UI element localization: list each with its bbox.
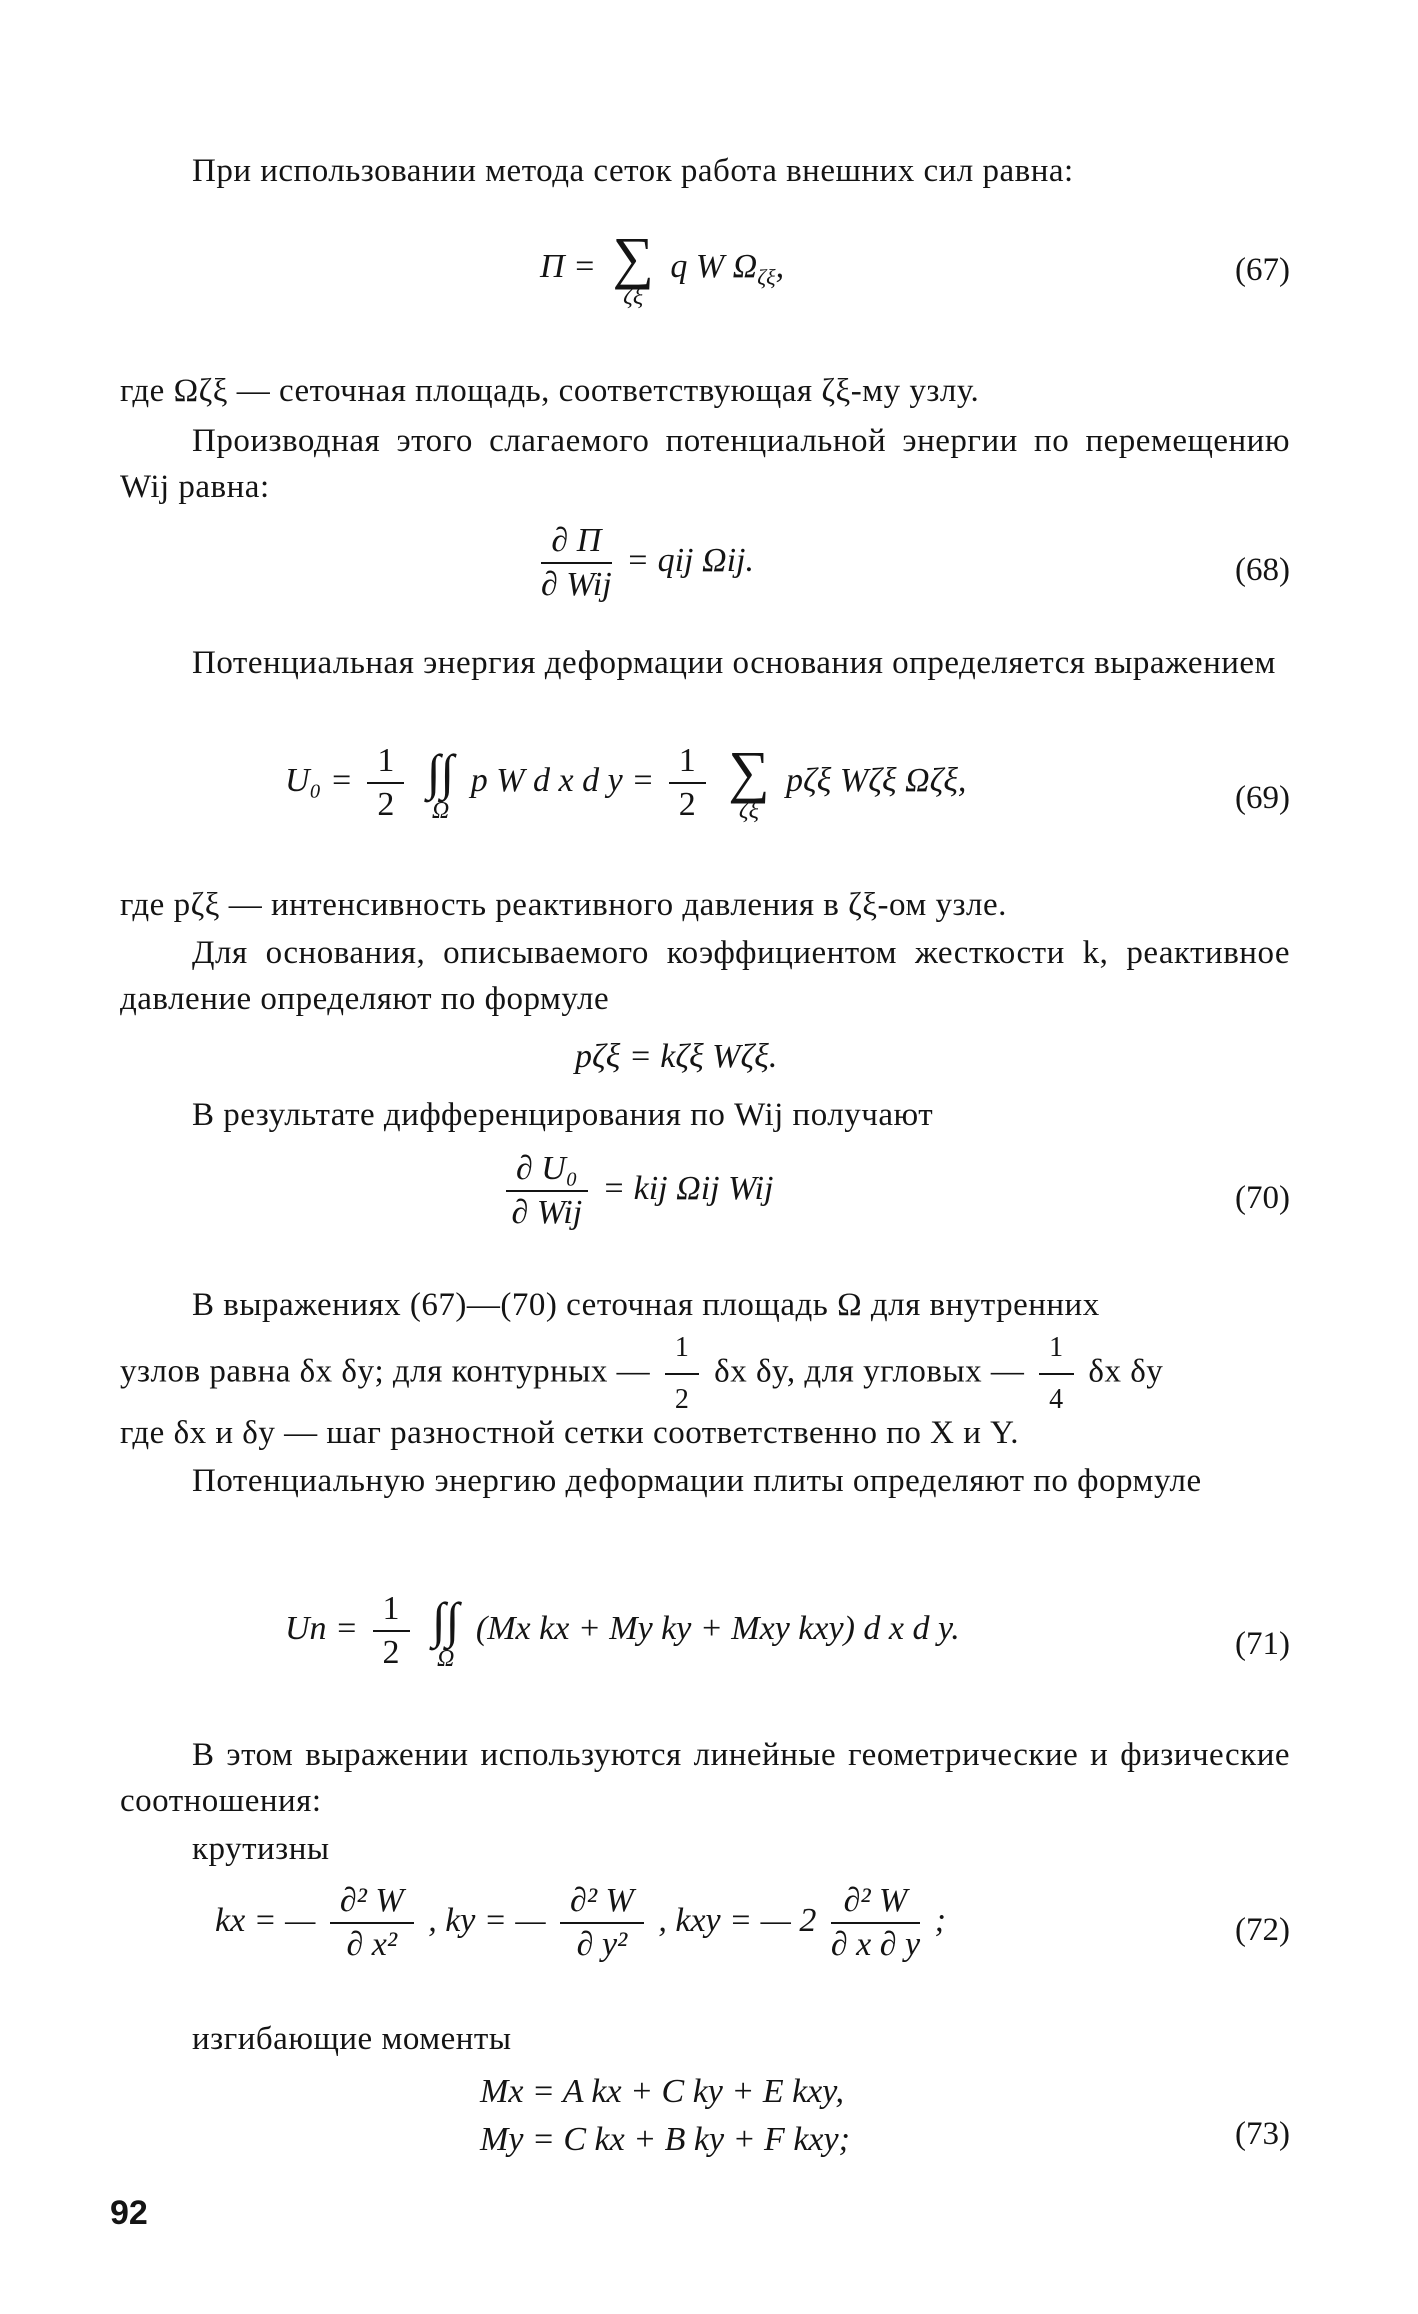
eq70-denominator: ∂ Wij	[511, 1194, 583, 1231]
paragraph-plate-energy: Потенциальную энергию деформации плиты определяют по формуле	[192, 1463, 1202, 1499]
equation-70	[0, 1150, 1418, 1260]
eq70-numerator: ∂ U₀	[506, 1150, 588, 1192]
eq72-kxy-fraction: $\frac{\text{∂² W}}{\partial x \partial y}$	[830, 1882, 921, 1963]
equation-72: kx = — $\frac{\text{∂² W}}{\text{∂ x²}}$ , ky = — $\frac{\text{∂² W}}{\text{∂ y²}}$ , kxy = — 2 $\frac{\text{∂² W}}{\partial x \partial y}$ ; (72)	[215, 1882, 1290, 1963]
eq70-rhs: = kij Ωij Wij	[602, 1169, 774, 1207]
eq73-line1: Mx = A kx + C ky + E kxy,	[480, 2073, 844, 2110]
eq68-numerator: ∂ П	[541, 522, 612, 564]
paragraph-stiffness: Для основания, описываемого коэффициентом жесткости k, реактивное давление определяют по формуле	[120, 935, 1290, 1017]
double-integral-symbol: ∫∫ Ω	[432, 1592, 460, 1672]
paragraph-differentiation: В результате дифференцирования по Wij получают	[192, 1097, 934, 1133]
equation-number-70: (70)	[1235, 1180, 1290, 1216]
eq67-tail: ,	[775, 247, 785, 285]
label-bending-moments: изгибающие моменты	[192, 2021, 512, 2057]
eq68-rhs: = qij Ωij.	[626, 541, 754, 579]
eq71-half-fraction: $\frac{1}{2}$	[373, 1590, 410, 1672]
eq73-line2: My = C kx + B ky + F kxy;	[480, 2121, 850, 2158]
equation-69	[0, 739, 1418, 872]
eq69-half-fraction-1: $\frac{1}{2}$	[367, 742, 404, 824]
eq67-lhs: П =	[540, 247, 596, 285]
paragraph-omega-definition: где Ωζξ — сеточная площадь, соответствующая ζξ-му узлу.	[120, 373, 980, 409]
summation-symbol: ∑ ζξ	[728, 739, 770, 824]
equation-67	[0, 225, 1418, 340]
eq69-lhs: U₀ =	[285, 761, 353, 799]
summation-symbol: ∑ ζξ	[612, 225, 654, 310]
equation-number-73: (73)	[1235, 2116, 1290, 2152]
eq67-rhs-sub: ζξ	[757, 264, 776, 290]
paragraph-derivative: Производная этого слагаемого потенциальной энергии по перемещению Wij равна:	[120, 423, 1290, 505]
paragraph-grid-step: где δx и δy — шаг разностной сетки соответственно по X и Y.	[120, 1415, 1019, 1451]
paragraph-grid-area: В выражениях (67)—(70) сеточная площадь Ω для внутренних	[192, 1287, 1100, 1323]
fraction-one-half: $\frac{1}{2}$	[665, 1325, 700, 1423]
equation-71	[0, 1590, 1418, 1720]
equation-number-68: (68)	[1235, 552, 1290, 588]
equation-number-67: (67)	[1235, 252, 1290, 288]
eq67-sum-index: ζξ	[623, 284, 644, 310]
eq68-denominator: ∂ Wij	[541, 566, 612, 603]
paragraph-foundation-energy: Потенциальная энергия деформации основания определяется выражением	[192, 645, 1276, 681]
equation-reactive-pressure: pζξ = kζξ Wζξ.	[575, 1038, 778, 1075]
page-number: 92	[110, 2194, 148, 2232]
eq67-rhs: q W Ω	[670, 247, 758, 285]
eq68-fraction	[541, 522, 612, 604]
paragraph-grid-area-line2: узлов равна δx δy; для контурных — $\frac{1}{2}$ δx δy, для угловых — $\frac{1}{4}$ δx δy	[120, 1325, 1290, 1423]
eq71-rhs: (Mx kx + My ky + Mxy kxy) d x d y.	[475, 1609, 960, 1647]
eq69-integrand: p W d x d y =	[470, 761, 655, 799]
double-integral-symbol: ∫∫ Ω	[426, 744, 455, 824]
eq69-half-fraction-2: $\frac{1}{2}$	[669, 742, 706, 824]
eq72-kx-fraction: $\frac{\text{∂² W}}{\text{∂ x²}}$	[330, 1882, 414, 1964]
eq71-lhs: Uп =	[285, 1609, 358, 1647]
paragraph-relations: В этом выражении используются линейные геометрические и физические соотношения:	[120, 1737, 1290, 1819]
paragraph-intro: При использовании метода сеток работа внешних сил равна:	[192, 153, 1074, 189]
fraction-one-quarter: $\frac{1}{4}$	[1039, 1325, 1074, 1423]
equation-number-71: (71)	[1235, 1626, 1290, 1662]
eq70-fraction	[506, 1150, 588, 1232]
paragraph-pressure-definition: где pζξ — интенсивность реактивного давления в ζξ-ом узле.	[120, 887, 1007, 923]
equation-68	[0, 522, 1418, 632]
equation-number-69: (69)	[1235, 780, 1290, 816]
eq72-ky-fraction: $\frac{\text{∂² W}}{\text{∂ y²}}$	[560, 1882, 644, 1964]
eq69-rhs: pζξ Wζξ Ωζξ,	[786, 761, 967, 799]
equation-73	[0, 2068, 1418, 2178]
equation-number-72: (72)	[1235, 1912, 1290, 1948]
label-steepness: крутизны	[192, 1831, 330, 1867]
